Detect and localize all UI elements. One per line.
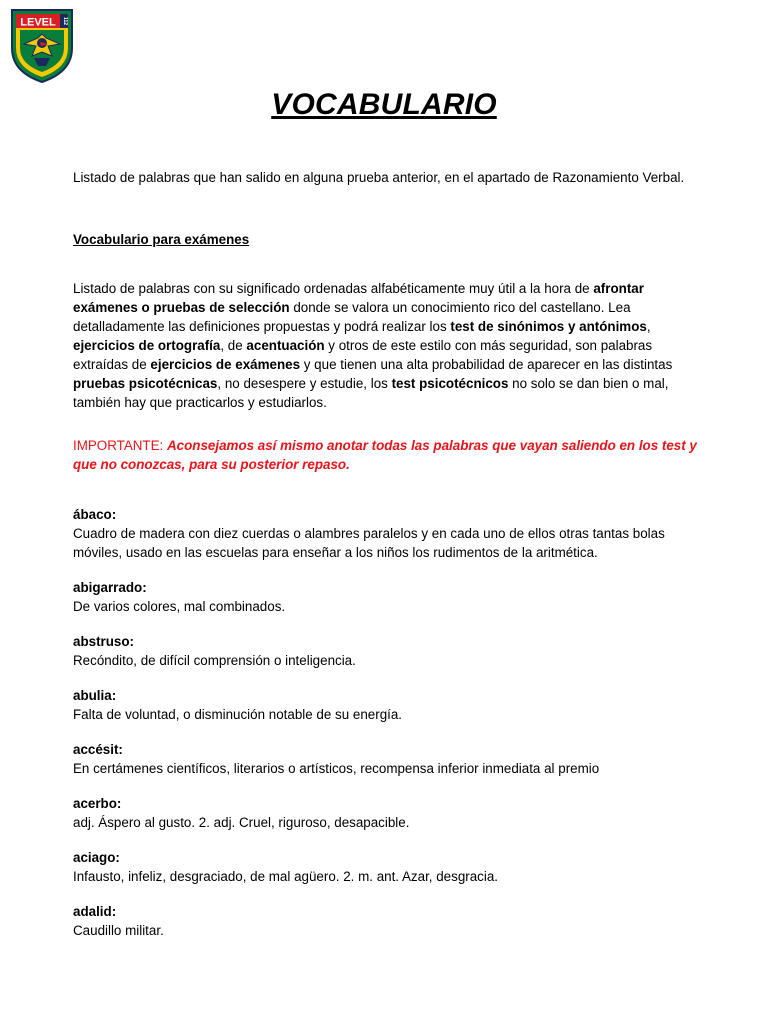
vocab-definition: En certámenes científicos, literarios o artísticos, recompensa inferior inmediata al premio [73, 761, 600, 776]
intro-paragraph: Listado de palabras que han salido en alguna prueba anterior, en el apartado de Razonamiento Verbal. [73, 170, 685, 185]
desc-text: Listado de palabras con su significado ordenadas alfabéticamente muy útil a la hora de [73, 281, 594, 296]
desc-bold: afrontar exámenes o pruebas de selección [73, 281, 644, 315]
desc-text: no solo se dan bien o mal, también hay que practicarlos y estudiarlos. [73, 376, 669, 410]
description-paragraph [73, 279, 701, 412]
vocab-definition: adj. Áspero al gusto. 2. adj. Cruel, riguroso, desapacible. [73, 815, 410, 830]
desc-bold: test psicotécnicos [391, 376, 509, 391]
vocab-entry [73, 794, 701, 832]
desc-text: y otros de este estilo con más seguridad, son palabras extraídas de [73, 338, 653, 372]
vocab-entry [73, 848, 701, 886]
desc-bold: test de sinónimos y antónimos [450, 319, 647, 334]
section-subtitle: Vocabulario para exámenes [73, 232, 250, 247]
vocab-entry [73, 902, 701, 940]
desc-text: , de [220, 338, 247, 353]
document-body [73, 168, 701, 956]
level-112-logo [10, 6, 74, 84]
vocab-term: acerbo: [73, 796, 122, 811]
vocab-term: accésit: [73, 742, 123, 757]
desc-bold: ejercicios de exámenes [150, 357, 301, 372]
vocab-term: abulia: [73, 688, 117, 703]
vocab-definition: Cuadro de madera con diez cuerdas o alambres paralelos y en cada uno de ellos otras tantas bolas móviles, usado en las escuelas para enseñar a los niños los rudimentos de la aritmética. [73, 526, 665, 560]
vocab-entry [73, 740, 701, 778]
desc-bold: acentuación [246, 338, 325, 353]
vocab-entry [73, 578, 701, 616]
document-title: VOCABULARIO [271, 88, 497, 121]
important-text: Aconsejamos así mismo anotar todas las palabras que vayan saliendo en los test y que no conozcas, para su posterior repaso. [73, 438, 697, 472]
important-note [73, 436, 701, 474]
vocab-term: abigarrado: [73, 580, 147, 595]
logo-badge: 112 [62, 16, 68, 26]
vocab-term: aciago: [73, 850, 120, 865]
desc-text: y que tienen una alta probabilidad de aparecer en las distintas [300, 357, 673, 372]
vocab-definition: Falta de voluntad, o disminución notable de su energía. [73, 707, 403, 722]
vocab-entry [73, 632, 701, 670]
level-shield-emblem [10, 6, 74, 84]
vocab-term: ábaco: [73, 507, 117, 522]
vocab-entry [73, 505, 701, 562]
desc-text: donde se valora un conocimiento rico del castellano. Lea detalladamente las definiciones propuestas y podrá realizar los [73, 300, 631, 334]
important-label: IMPORTANTE: [73, 438, 167, 453]
vocab-entry [73, 686, 701, 724]
vocab-definition: Recóndito, de difícil comprensión o inteligencia. [73, 653, 356, 668]
logo-text: LEVEL [20, 16, 56, 29]
vocab-term: abstruso: [73, 634, 135, 649]
vocab-definition: Infausto, infeliz, desgraciado, de mal agüero. 2. m. ant. Azar, desgracia. [73, 869, 499, 884]
desc-text: , [646, 319, 651, 334]
desc-bold: pruebas psicotécnicas [73, 376, 218, 391]
vocab-definition: Caudillo militar. [73, 923, 164, 938]
desc-bold: ejercicios de ortografía [73, 338, 221, 353]
desc-text: , no desespere y estudie, los [217, 376, 392, 391]
vocab-definition: De varios colores, mal combinados. [73, 599, 286, 614]
vocab-term: adalid: [73, 904, 117, 919]
